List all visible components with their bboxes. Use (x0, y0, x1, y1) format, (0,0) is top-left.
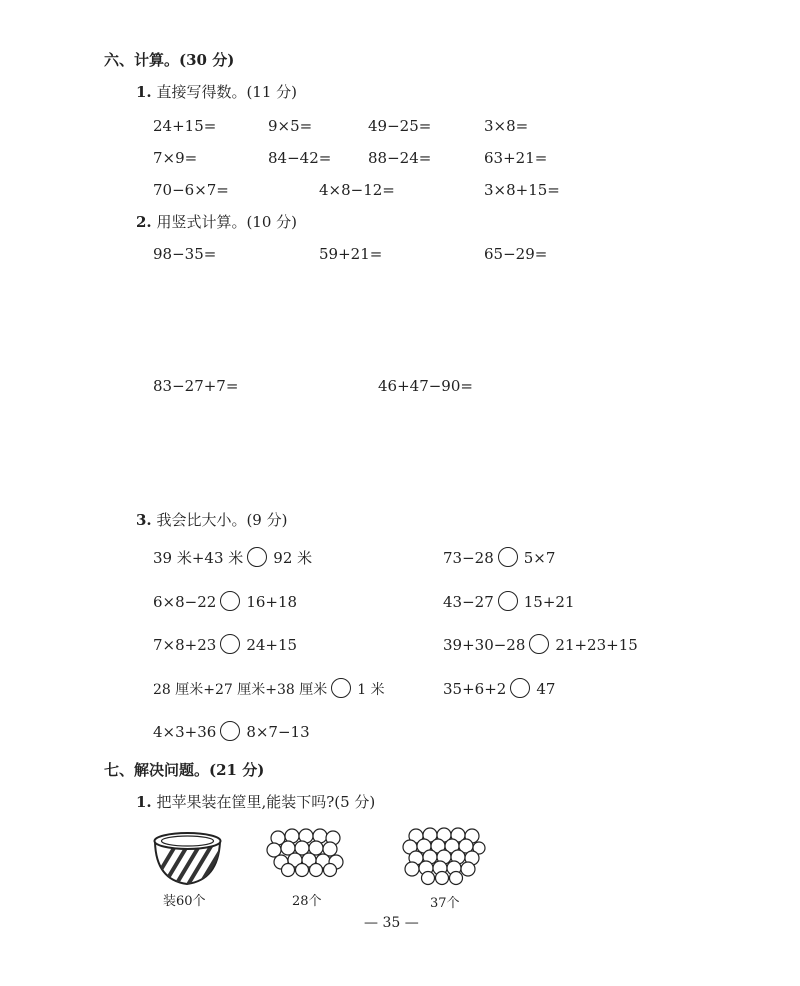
calc-item: 4×8−12= (319, 181, 395, 199)
compare-circle[interactable] (498, 591, 518, 611)
compare-item (153, 591, 297, 612)
compare-circle[interactable] (510, 678, 530, 698)
apple-pile-37-image (402, 826, 486, 886)
compare-left-expr: 6×8−22 (153, 593, 217, 611)
q3-number: 3. (136, 511, 152, 529)
q3-heading (136, 510, 287, 530)
q3-title: 我会比大小。(9 分) (156, 511, 288, 529)
calc-item: 3×8+15= (484, 181, 560, 199)
q1-number: 1. (136, 83, 152, 101)
s7-q1-number: 1. (136, 793, 152, 811)
section-6-title: 六、计算。(30 分) (104, 51, 235, 69)
vertical-calc-item: 83−27+7= (153, 377, 239, 395)
calc-item: 70−6×7= (153, 181, 229, 199)
compare-circle[interactable] (331, 678, 351, 698)
calc-item: 9×5= (268, 117, 313, 135)
compare-left-expr: 39 米+43 米 (153, 549, 244, 567)
q2-number: 2. (136, 213, 152, 231)
compare-right-expr: 5×7 (523, 549, 556, 567)
vertical-calc-item: 98−35= (153, 245, 217, 263)
calc-item: 84−42= (268, 149, 332, 167)
compare-right-expr: 47 (536, 680, 556, 698)
q2-heading (136, 212, 297, 232)
compare-circle[interactable] (220, 721, 240, 741)
compare-item (443, 591, 575, 612)
s7-q1-title: 把苹果装在筐里,能装下吗?(5 分) (156, 793, 376, 811)
q1-title: 直接写得数。(11 分) (156, 83, 298, 101)
vertical-calc-item: 46+47−90= (378, 377, 473, 395)
vertical-calc-item: 65−29= (484, 245, 548, 263)
compare-right-expr: 8×7−13 (246, 723, 310, 741)
s7-q1-heading (136, 792, 375, 812)
apple-pile-37-caption: 37个 (430, 896, 460, 911)
q2-title: 用竖式计算。(10 分) (156, 213, 298, 231)
compare-item (443, 634, 638, 655)
compare-circle[interactable] (498, 547, 518, 567)
basket-image (150, 828, 225, 888)
section-7-title: 七、解决问题。(21 分) (104, 761, 265, 779)
apple-pile-28-image (266, 826, 346, 878)
basket-caption: 装60个 (163, 894, 206, 909)
compare-left-expr: 35+6+2 (443, 680, 507, 698)
compare-left-expr: 43−27 (443, 593, 494, 611)
compare-left-expr: 39+30−28 (443, 636, 526, 654)
apple-pile-28-caption: 28个 (292, 894, 322, 909)
compare-item (443, 678, 555, 699)
vertical-calc-item: 59+21= (319, 245, 383, 263)
compare-circle[interactable] (220, 634, 240, 654)
page-number: — 35 — (364, 915, 419, 931)
calc-item: 63+21= (484, 149, 548, 167)
compare-left-expr: 4×3+36 (153, 723, 217, 741)
compare-left-expr: 73−28 (443, 549, 494, 567)
compare-item (153, 547, 312, 568)
compare-right-expr: 92 米 (273, 549, 313, 567)
compare-item (443, 547, 555, 568)
compare-left-expr: 7×8+23 (153, 636, 217, 654)
compare-right-expr: 21+23+15 (555, 636, 638, 654)
compare-right-expr: 24+15 (246, 636, 298, 654)
calc-item: 7×9= (153, 149, 198, 167)
compare-right-expr: 16+18 (246, 593, 298, 611)
calc-item: 3×8= (484, 117, 529, 135)
compare-item (153, 634, 297, 655)
compare-right-expr: 1 米 (357, 682, 385, 698)
calc-item: 24+15= (153, 117, 217, 135)
q1-heading (136, 82, 297, 102)
compare-circle[interactable] (247, 547, 267, 567)
compare-item (153, 721, 310, 742)
compare-left-expr: 28 厘米+27 厘米+38 厘米 (153, 682, 328, 698)
calc-item: 88−24= (368, 149, 432, 167)
calc-item: 49−25= (368, 117, 432, 135)
compare-item (153, 678, 385, 700)
compare-circle[interactable] (220, 591, 240, 611)
compare-circle[interactable] (529, 634, 549, 654)
compare-right-expr: 15+21 (523, 593, 575, 611)
